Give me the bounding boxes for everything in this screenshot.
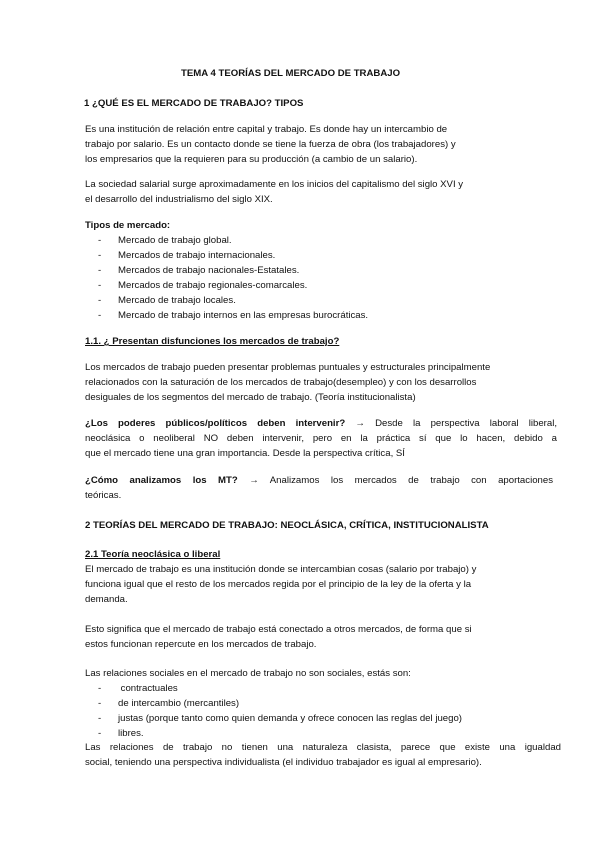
list-item: [84, 711, 462, 726]
section-2-1-heading: 2.1 Teoría neoclásica o liberal: [85, 549, 221, 560]
text-line: Es una institución de relación entre capital y trabajo. Es donde hay un intercambio de: [85, 124, 448, 135]
section-2-1-paragraph-2: [85, 622, 472, 652]
text-line: teóricas.: [85, 490, 122, 501]
section-1-1-heading: 1.1. ¿ Presentan disfunciones los mercados de trabajo?: [85, 336, 340, 347]
section-2-1-paragraph-3: Las relaciones sociales en el mercado de trabajo no son sociales, estás son:: [85, 668, 411, 679]
text-line: [85, 416, 557, 431]
dash-bullet: -: [98, 250, 102, 261]
relations-list: [84, 681, 462, 741]
document-title: TEMA 4 TEORÍAS DEL MERCADO DE TRABAJO: [181, 68, 401, 79]
question-analysis: [85, 473, 553, 503]
text-line: funciona igual que el resto de los mercados regida por el principio de la ley de la oferta y la: [85, 579, 472, 590]
question-answer: → Analizamos los mercados de trabajo con aportaciones: [249, 475, 554, 486]
text-line: [85, 473, 553, 488]
list-item: [84, 278, 368, 293]
section-1-paragraph-2: [85, 177, 463, 207]
text-line: desiguales de los segmentos del mercado de trabajo. (Teoría institucionalista): [85, 392, 416, 403]
dash-bullet: -: [98, 698, 102, 709]
list-item: [84, 263, 368, 278]
question-bold: ¿Los poderes públicos/políticos deben intervenir?: [85, 418, 346, 429]
text-line: La sociedad salarial surge aproximadamente en los inicios del capitalismo del siglo XVI y: [85, 179, 464, 190]
section-2-1-paragraph-1: [85, 562, 476, 607]
text-line: relacionados con la saturación de los mercados de trabajo(desempleo) y con los desarrollos: [85, 377, 477, 388]
list-item-text: libres.: [118, 728, 144, 739]
list-item-text: contractuales: [118, 683, 178, 694]
dash-bullet: -: [98, 713, 102, 724]
dash-bullet: -: [98, 728, 102, 739]
section-1-heading: 1 ¿QUÉ ES EL MERCADO DE TRABAJO? TIPOS: [84, 98, 304, 109]
list-item: [84, 726, 462, 741]
list-item: [84, 233, 368, 248]
text-line: los empresarios que la requieren para su producción (a cambio de un salario).: [85, 154, 418, 165]
list-item: [84, 696, 462, 711]
dash-bullet: -: [98, 295, 102, 306]
section-1-1-paragraph: [85, 360, 490, 405]
list-item-text: Mercado de trabajo internos en las empresas burocráticas.: [118, 310, 369, 321]
text-line: Las relaciones de trabajo no tienen una naturaleza clasista, parece que existe una igualdad: [85, 742, 561, 753]
dash-bullet: -: [98, 310, 102, 321]
text-line: neoclásica o neoliberal NO deben intervenir, pero en la práctica sí que lo hacen, debido a: [85, 433, 557, 444]
dash-bullet: -: [98, 235, 102, 246]
text-line: Esto significa que el mercado de trabajo está conectado a otros mercados, de forma que si: [85, 624, 472, 635]
market-types-label: Tipos de mercado:: [85, 220, 171, 231]
list-item: [84, 248, 368, 263]
section-2-1-paragraph-4: [85, 740, 561, 770]
text-line: social, teniendo una perspectiva individualista (el individuo trabajador es igual al empresario).: [85, 757, 482, 768]
list-item: [84, 308, 368, 323]
section-1-paragraph-1: [85, 122, 456, 167]
list-item-text: de intercambio (mercantiles): [118, 698, 240, 709]
text-line: demanda.: [85, 594, 128, 605]
list-item-text: Mercados de trabajo nacionales-Estatales.: [118, 265, 300, 276]
list-item: [84, 293, 368, 308]
list-item-text: Mercado de trabajo locales.: [118, 295, 236, 306]
market-types-list: [84, 233, 368, 323]
text-line: el desarrollo del industrialismo del siglo XIX.: [85, 194, 273, 205]
list-item-text: Mercados de trabajo regionales-comarcales.: [118, 280, 308, 291]
list-item-text: Mercado de trabajo global.: [118, 235, 232, 246]
question-intervention: [85, 416, 557, 461]
section-2-heading: 2 TEORÍAS DEL MERCADO DE TRABAJO: NEOCLÁSICA, CRÍTICA, INSTITUCIONALISTA: [85, 520, 489, 531]
text-line: que el mercado tiene una gran importancia. Desde la perspectiva crítica, SÍ: [85, 448, 405, 459]
list-item-text: justas (porque tanto como quien demanda y ofrece conocen las reglas del juego): [118, 713, 462, 724]
list-item-text: Mercados de trabajo internacionales.: [118, 250, 276, 261]
list-item: [84, 681, 462, 696]
dash-bullet: -: [98, 683, 102, 694]
text-line: Los mercados de trabajo pueden presentar problemas puntuales y estructurales principalmente: [85, 362, 491, 373]
text-line: El mercado de trabajo es una institución donde se intercambian cosas (salario por trabajo) y: [85, 564, 477, 575]
dash-bullet: -: [98, 265, 102, 276]
question-answer: → Desde la perspectiva laboral liberal,: [355, 418, 557, 429]
text-line: estos funcionan repercute en los mercados de trabajo.: [85, 639, 317, 650]
dash-bullet: -: [98, 280, 102, 291]
question-bold: ¿Cómo analizamos los MT?: [85, 475, 238, 486]
text-line: trabajo por salario. Es un contacto donde se tiene la fuerza de obra (los trabajadores) y: [85, 139, 456, 150]
